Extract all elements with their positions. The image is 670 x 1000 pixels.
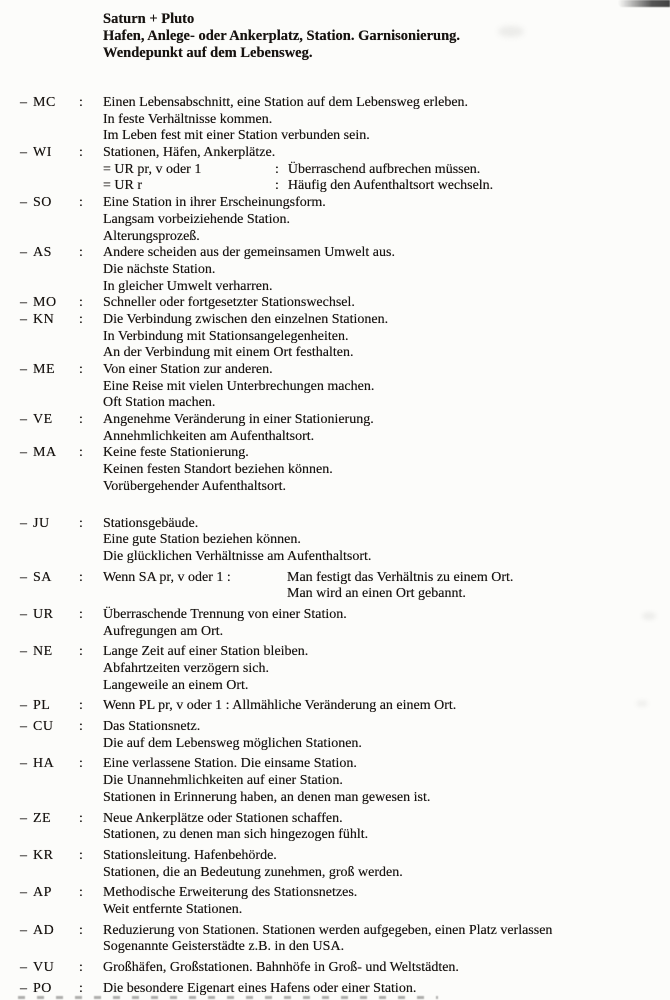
entry-line-text: Eine gute Station beziehen können. [103, 532, 301, 548]
marker-colon: : [79, 362, 83, 378]
entry-KR [0, 848, 670, 881]
entry-line-text: In feste Verhältnisse kommen. [103, 111, 273, 127]
dash-glyph: – [20, 295, 27, 311]
entry-marker [0, 923, 103, 940]
entry-body [103, 848, 670, 881]
entry-marker [0, 719, 103, 736]
entry-body [103, 412, 670, 445]
entry-ME [0, 362, 670, 412]
entry-line-text: Methodische Erweiterung des Stationsnetzes. [103, 885, 358, 901]
dash-glyph: – [20, 847, 27, 863]
entry-CU [0, 719, 670, 752]
entry-marker [0, 245, 103, 262]
entry-line-text: In Verbindung mit Stationsangelegenheiten. [103, 328, 349, 344]
entry-line-text: Andere scheiden aus der gemeinsamen Umwelt aus. [103, 245, 395, 261]
entry-line-text: Alterungsprozeß. [103, 228, 200, 244]
entry-line-text: Eine verlassene Station. Die einsame Station. [103, 756, 357, 772]
planet-code: MC [33, 95, 56, 110]
dash-glyph: – [20, 145, 27, 161]
entry-marker [0, 811, 103, 828]
condition-label: Wenn SA pr, v oder 1 : [103, 569, 231, 585]
marker-colon: : [79, 412, 83, 428]
entry-line-text: Man wird an einen Ort gebannt. [287, 586, 466, 602]
entry-marker [0, 644, 103, 661]
planet-code: CU [33, 719, 54, 735]
marker-colon: : [79, 980, 83, 996]
entry-marker [0, 145, 103, 162]
entry-line-text: Die Verbindung zwischen den einzelnen Stationen. [103, 311, 389, 327]
entry-line-text: An der Verbindung mit einem Ort festhalten. [103, 345, 354, 361]
marker-colon: : [79, 606, 83, 622]
entry-body [103, 516, 670, 566]
planet-code: HA [33, 756, 55, 772]
planet-code: SA [33, 569, 52, 585]
entry-line-text: Langeweile an einem Ort. [103, 677, 249, 693]
entry-line-text: Im Leben fest mit einer Station verbunden sein. [103, 128, 370, 144]
dash-glyph: – [20, 95, 27, 110]
planet-code: WI [33, 145, 52, 161]
entry-marker [0, 516, 103, 533]
entry-body [103, 245, 670, 295]
entry-subline [103, 178, 670, 195]
entry-line-text: Eine Station in ihrer Erscheinungsform. [103, 195, 326, 211]
marker-colon: : [79, 885, 83, 901]
entry-NE [0, 644, 670, 694]
entry-SO [0, 195, 670, 245]
entry-marker [0, 362, 103, 379]
entry-line-text: Man festigt das Verhältnis zu einem Ort. [287, 569, 514, 585]
entry-line-text: In gleicher Umwelt verharren. [103, 278, 273, 294]
dash-glyph: – [20, 810, 27, 826]
entry-body [103, 570, 670, 603]
marker-colon: : [79, 960, 83, 976]
dash-glyph: – [20, 412, 27, 428]
entry-marker [0, 607, 103, 624]
entry-AP [0, 885, 670, 918]
marker-colon: : [79, 698, 83, 714]
entry-JU [0, 516, 670, 566]
entry-line-text: Großhäfen, Großstationen. Bahnhöfe in Groß- und Weltstädten. [103, 960, 459, 976]
entry-PL [0, 698, 670, 715]
entry-body [103, 362, 670, 412]
entry-VE [0, 412, 670, 445]
entry-SA [0, 570, 670, 603]
header-keywords-line: Wendepunkt auf dem Lebensweg. [103, 45, 313, 61]
dash-glyph: – [20, 922, 27, 938]
entry-body [103, 145, 670, 195]
subcondition-label: = UR r [103, 178, 143, 194]
dash-glyph: – [20, 362, 27, 378]
marker-colon: : [79, 445, 83, 461]
marker-colon: : [79, 569, 83, 585]
entry-line-text: Annehmlichkeiten am Aufenthaltsort. [103, 428, 315, 444]
entry-body [103, 95, 670, 145]
entry-line-text: Oft Station machen. [103, 395, 216, 411]
entry-body [103, 698, 670, 715]
dash-glyph: – [20, 698, 27, 714]
entry-MA [0, 445, 670, 495]
page-title: Saturn + Pluto [103, 11, 195, 27]
entry-body [103, 923, 670, 956]
entry-marker [0, 885, 103, 902]
entry-condition-line [103, 570, 670, 587]
entry-line-text: Die auf dem Lebensweg möglichen Stationen. [103, 735, 362, 751]
entry-marker [0, 960, 103, 977]
marker-colon: : [79, 810, 83, 826]
entry-line-text: Langsam vorbeiziehende Station. [103, 211, 290, 227]
entry-line-text: Die nächste Station. [103, 261, 216, 277]
marker-colon: : [79, 515, 83, 531]
marker-colon: : [79, 922, 83, 938]
marker-colon: : [79, 195, 83, 211]
entry-marker [0, 445, 103, 462]
marker-colon: : [79, 756, 83, 772]
dash-glyph: – [20, 515, 27, 531]
entry-AS [0, 245, 670, 295]
marker-colon: : [79, 295, 83, 311]
planet-code: VU [33, 960, 55, 976]
planet-code: PL [33, 698, 51, 714]
planet-code: SO [33, 195, 52, 211]
dash-glyph: – [20, 885, 27, 901]
entry-MO [0, 295, 670, 312]
marker-colon: : [79, 311, 83, 327]
entry-line-text: Sogenannte Geisterstädte z.B. in den USA. [103, 939, 345, 955]
entry-body [103, 981, 670, 998]
planet-code: AD [33, 922, 55, 938]
planet-code: JU [33, 515, 50, 531]
planet-code: AP [33, 885, 52, 901]
entry-PO [0, 981, 670, 998]
entry-body [103, 295, 670, 312]
entry-line-text: Überraschend aufbrechen müssen. [287, 161, 481, 177]
entry-line-text: Abfahrtzeiten verzögern sich. [103, 661, 269, 677]
entry-line-text: Die Unannehmlichkeiten auf einer Station. [103, 773, 343, 789]
marker-colon: : [79, 145, 83, 161]
entry-body [103, 719, 670, 752]
entry-list [0, 95, 670, 997]
entry-line-text: Stationen, zu denen man sich hingezogen fühlt. [103, 827, 369, 843]
entry-line-text: Neue Ankerplätze oder Stationen schaffen. [103, 810, 343, 826]
marker-colon: : [79, 644, 83, 660]
entry-line-text: Aufregungen am Ort. [103, 623, 224, 639]
entry-marker [0, 412, 103, 429]
entry-marker [0, 195, 103, 212]
entry-line-text: Vorübergehender Aufenthaltsort. [103, 478, 286, 494]
dash-glyph: – [20, 644, 27, 660]
entry-body [103, 885, 670, 918]
dash-glyph: – [20, 569, 27, 585]
entry-marker [0, 570, 103, 587]
marker-colon: : [79, 245, 83, 261]
entry-body [103, 811, 670, 844]
dash-glyph: – [20, 980, 27, 996]
entry-line-text: Stationen, die an Bedeutung zunehmen, groß werden. [103, 864, 403, 880]
entry-body [103, 195, 670, 245]
entry-line-text: Häufig den Aufenthaltsort wechseln. [287, 178, 494, 194]
entry-body [103, 960, 670, 977]
entry-line-text: Angenehme Veränderung in einer Stationierung. [103, 412, 374, 428]
entry-line-text: Wenn PL pr, v oder 1 : Allmähliche Veränderung an einem Ort. [103, 698, 457, 714]
entry-line-text: Weit entfernte Stationen. [103, 901, 243, 917]
entry-line-text: Einen Lebensabschnitt, eine Station auf dem Lebensweg erleben. [103, 95, 469, 110]
entry-marker [0, 848, 103, 865]
marker-colon: : [79, 719, 83, 735]
entry-condition-line [103, 586, 670, 603]
entry-subline [103, 162, 670, 179]
dash-glyph: – [20, 311, 27, 327]
entry-line-text: Reduzierung von Stationen. Stationen werden aufgegeben, einen Platz verlassen [103, 922, 553, 938]
entry-line-text: Schneller oder fortgesetzter Stationswechsel. [103, 295, 355, 311]
entry-marker [0, 698, 103, 715]
subcondition-label: = UR pr, v oder 1 [103, 161, 202, 177]
dash-glyph: – [20, 606, 27, 622]
entry-line-text: Die besondere Eigenart eines Hafens oder einer Station. [103, 980, 417, 996]
condition-label [103, 586, 287, 603]
subcondition-colon: : [275, 161, 279, 177]
planet-code: NE [33, 644, 53, 660]
entry-body [103, 607, 670, 640]
planet-code: MO [33, 295, 57, 311]
dash-glyph: – [20, 960, 27, 976]
entry-line-text: Stationen in Erinnerung haben, an denen man gewesen ist. [103, 789, 431, 805]
entry-body [103, 445, 670, 495]
entry-line-text: Eine Reise mit vielen Unterbrechungen machen. [103, 378, 375, 394]
entry-marker [0, 295, 103, 312]
page-header [0, 0, 670, 62]
entry-KN [0, 312, 670, 362]
dash-glyph: – [20, 756, 27, 772]
entry-line-text: Keinen festen Standort beziehen können. [103, 462, 333, 478]
marker-colon: : [79, 847, 83, 863]
entry-AD [0, 923, 670, 956]
entry-HA [0, 756, 670, 806]
entry-marker [0, 312, 103, 329]
planet-code: KR [33, 847, 54, 863]
planet-code: UR [33, 606, 54, 622]
planet-code: PO [33, 980, 52, 996]
entry-line-text: Stationsgebäude. [103, 515, 199, 531]
planet-code: ZE [33, 810, 52, 826]
dash-glyph: – [20, 719, 27, 735]
marker-colon: : [79, 95, 83, 110]
entry-line-text: Lange Zeit auf einer Station bleiben. [103, 644, 309, 660]
entry-line-text: Die glücklichen Verhältnisse am Aufenthaltsort. [103, 548, 372, 564]
planet-code: ME [33, 362, 55, 378]
entry-body [103, 644, 670, 694]
dash-glyph: – [20, 195, 27, 211]
entry-marker [0, 756, 103, 773]
entry-line-text: Das Stationsnetz. [103, 719, 201, 735]
entry-line-text: Stationsleitung. Hafenbehörde. [103, 847, 277, 863]
entry-marker [0, 981, 103, 998]
entry-marker [0, 95, 103, 112]
subcondition-colon: : [275, 178, 279, 194]
entry-WI [0, 145, 670, 195]
entry-line-text: Von einer Station zur anderen. [103, 362, 273, 378]
entry-VU [0, 960, 670, 977]
entry-ZE [0, 811, 670, 844]
entry-UR [0, 607, 670, 640]
planet-code: VE [33, 412, 53, 428]
planet-code: KN [33, 311, 55, 327]
dash-glyph: – [20, 245, 27, 261]
entry-line-text: Stationen, Häfen, Ankerplätze. [103, 145, 276, 161]
header-keywords-line: Hafen, Anlege- oder Ankerplatz, Station. Garnisonierung. [103, 28, 461, 44]
entry-MC [0, 95, 670, 145]
entry-body [103, 756, 670, 806]
planet-code: MA [33, 445, 57, 461]
entry-body [103, 312, 670, 362]
entry-line-text: Überraschende Trennung von einer Station. [103, 606, 347, 622]
entry-line-text: Keine feste Stationierung. [103, 445, 249, 461]
planet-code: AS [33, 245, 52, 261]
dash-glyph: – [20, 445, 27, 461]
